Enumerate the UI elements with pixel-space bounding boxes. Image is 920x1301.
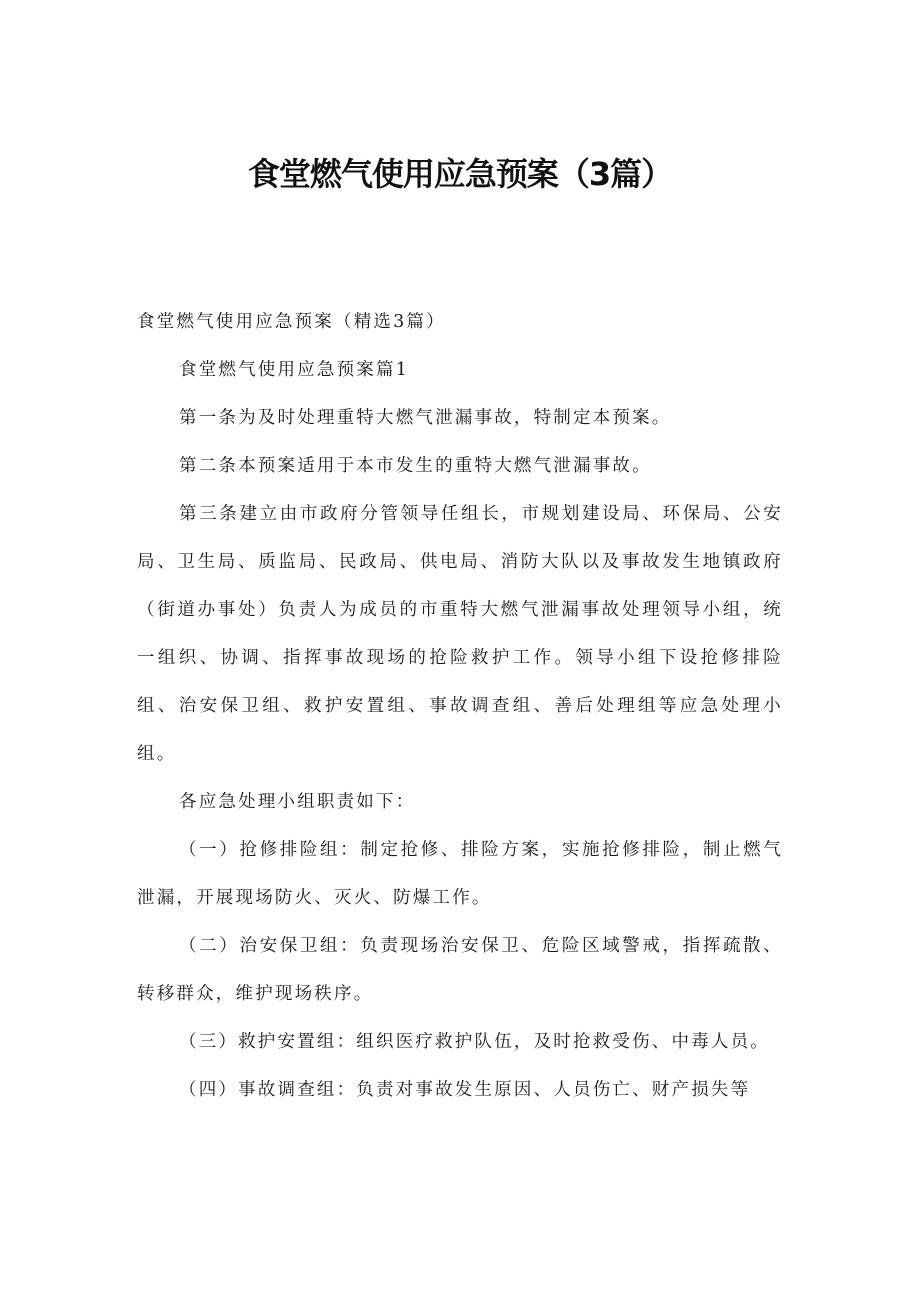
paragraph-subtitle: 食堂燃气使用应急预案（精选3篇） bbox=[137, 312, 446, 332]
paragraph-duty-1: （一）抢修排险组：制定抢修、排险方案，实施抢修排险，制止燃气泄漏，开展现场防火、灭火、防爆工作。 bbox=[137, 840, 783, 908]
document-title: 食堂燃气使用应急预案（3篇） bbox=[247, 155, 673, 193]
paragraph-article-3: 第三条建立由市政府分管领导任组长，市规划建设局、环保局、公安局、卫生局、质监局、民政局、供电局、消防大队以及事故发生地镇政府（街道办事处）负责人为成员的市重特大燃气泄漏事故处理领导小组，统一组织、协调、指挥事故现场的抢险救护工作。领导小组下设抢修排险组、治安保卫组、救护安置组、事故调查组、善后处理组等应急处理小组。 bbox=[137, 504, 783, 764]
paragraph-section-heading: 食堂燃气使用应急预案篇1 bbox=[179, 360, 410, 380]
paragraph-article-1: 第一条为及时处理重特大燃气泄漏事故，特制定本预案。 bbox=[179, 408, 672, 428]
paragraph-duty-3: （三）救护安置组：组织医疗救护队伍，及时抢救受伤、中毒人员。 bbox=[179, 1032, 770, 1052]
paragraph-duties-intro: 各应急处理小组职责如下： bbox=[179, 792, 416, 812]
paragraph-duty-4: （四）事故调查组：负责对事故发生原因、人员伤亡、财产损失等 bbox=[179, 1080, 751, 1100]
document-body bbox=[137, 298, 783, 1114]
paragraph-duty-2: （二）治安保卫组：负责现场治安保卫、危险区域警戒，指挥疏散、转移群众，维护现场秩序。 bbox=[137, 936, 783, 1004]
paragraph-article-2: 第二条本预案适用于本市发生的重特大燃气泄漏事故。 bbox=[179, 456, 652, 476]
